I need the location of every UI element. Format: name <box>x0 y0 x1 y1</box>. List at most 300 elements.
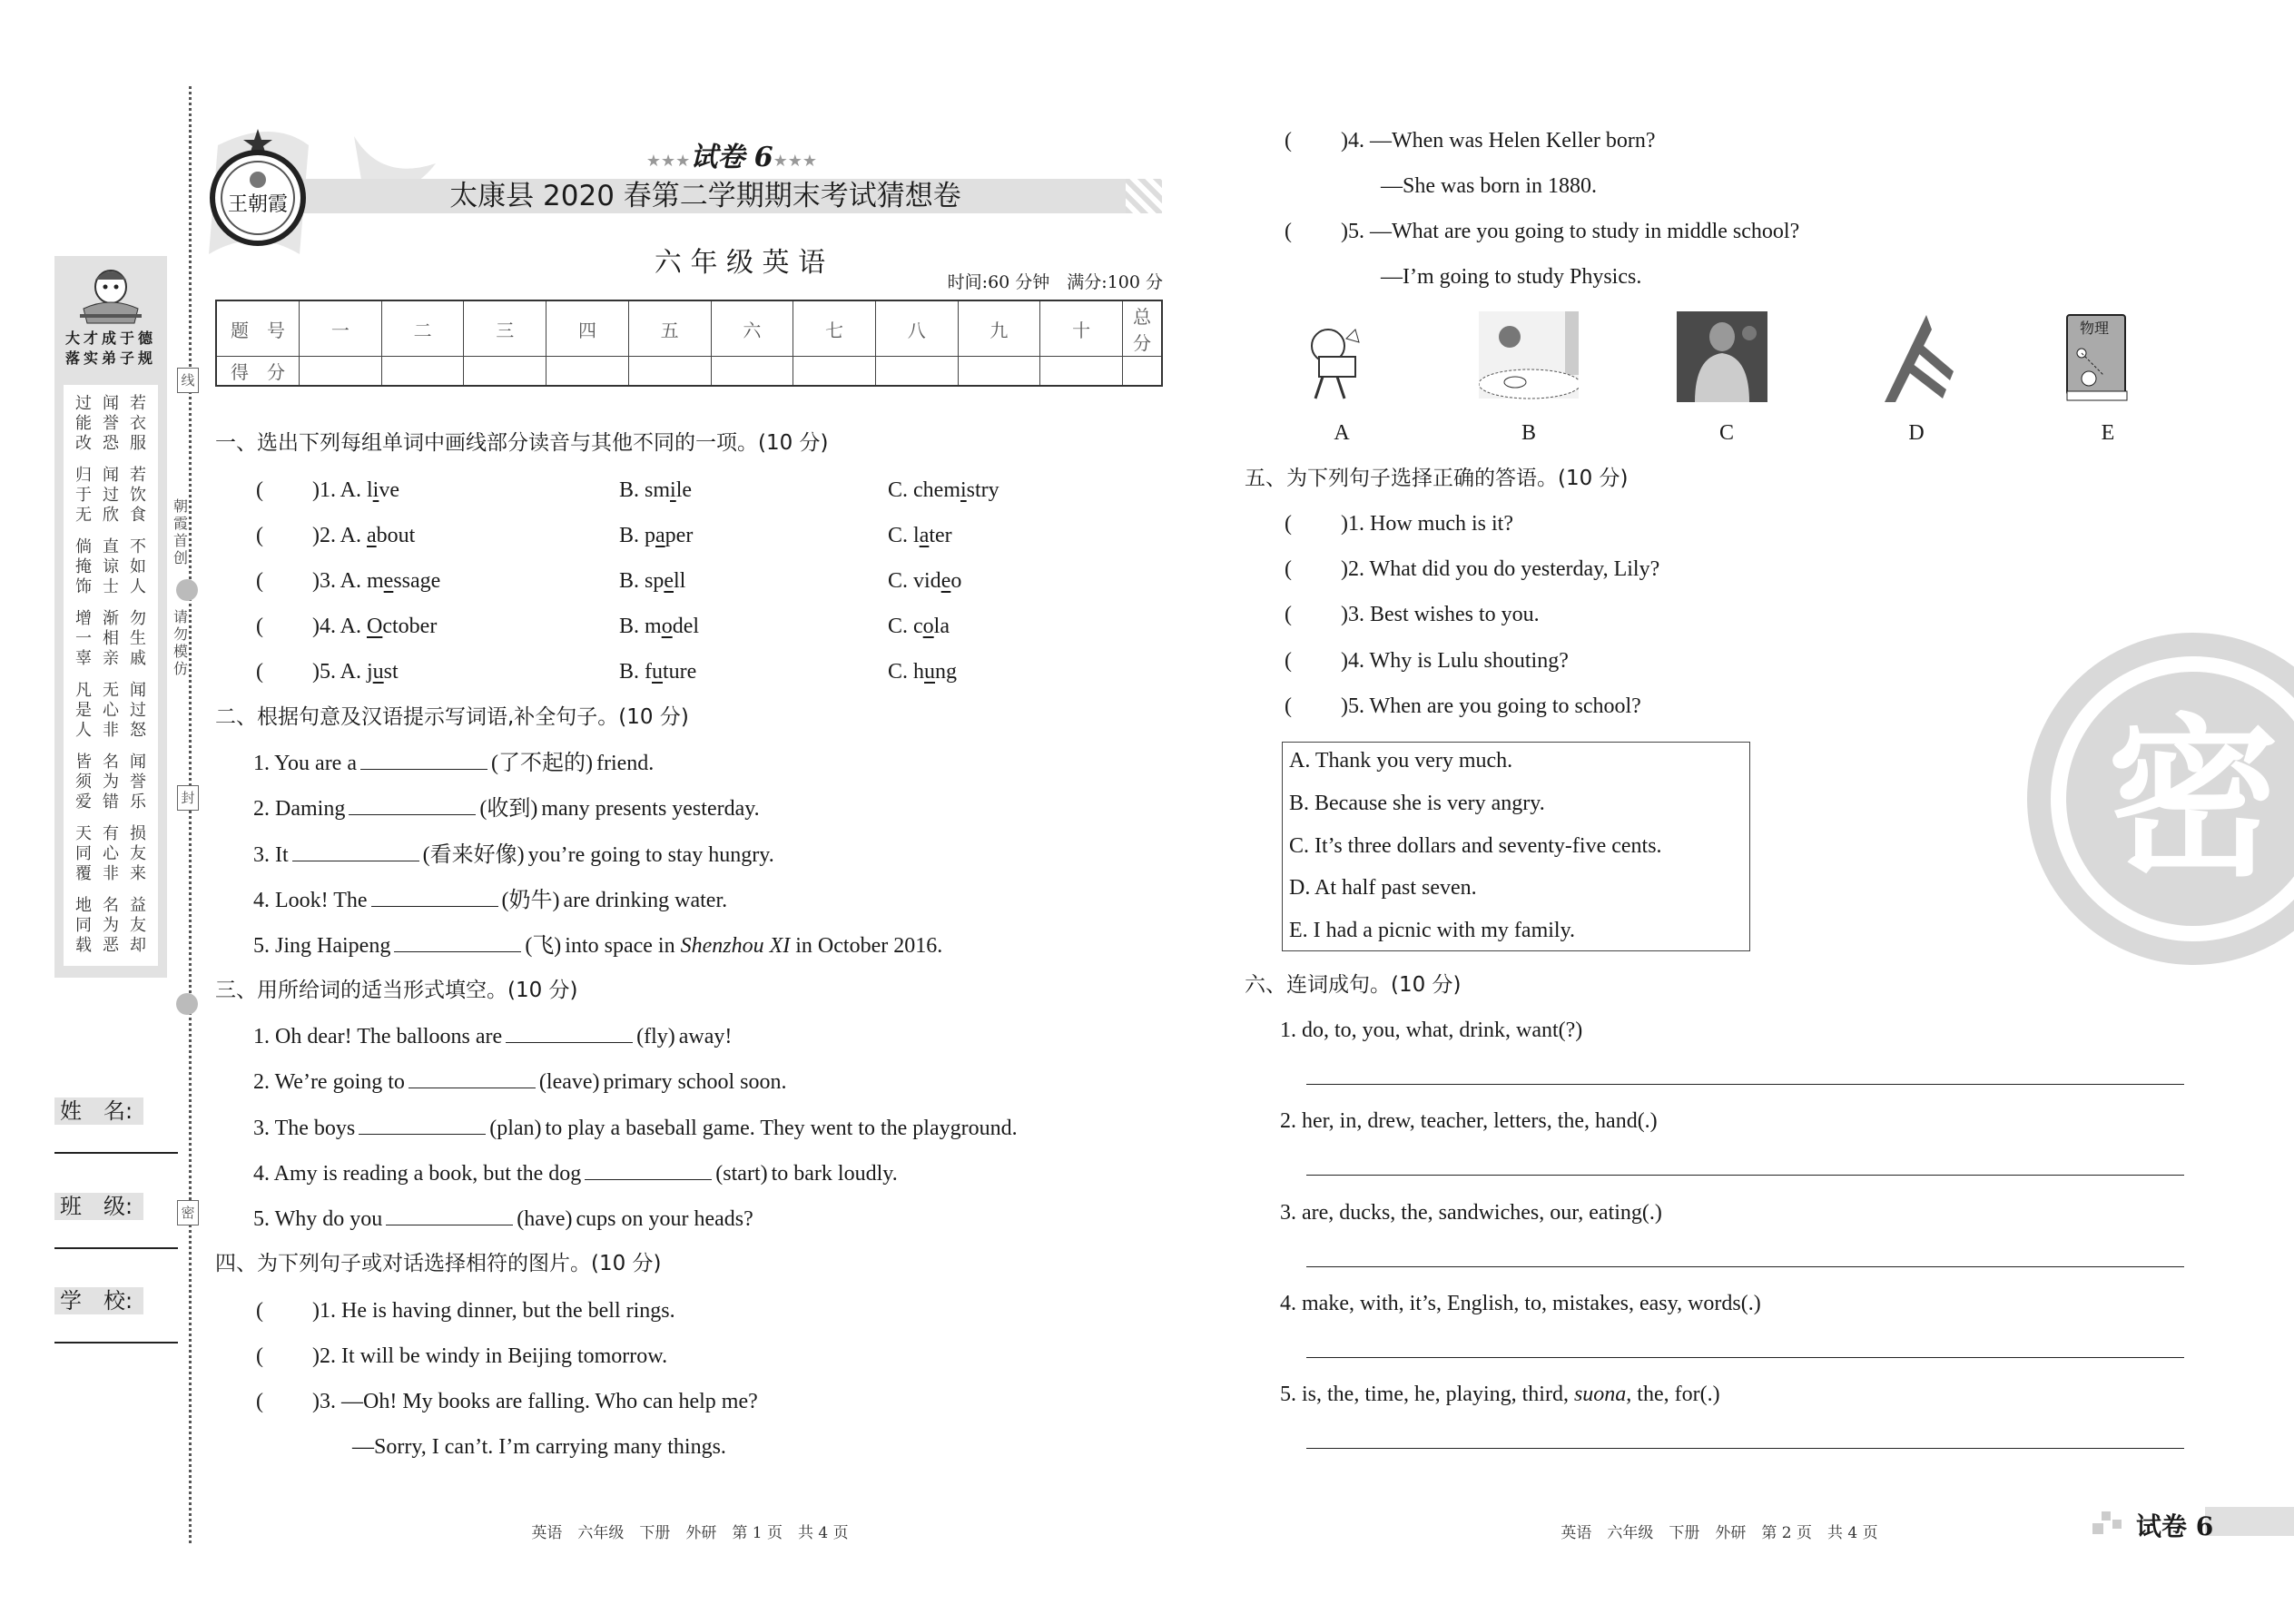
question-text: )2. What did you do yesterday, Lily? <box>1341 557 1660 582</box>
question-text: )1. He is having dinner, but the bell rings. <box>312 1299 675 1323</box>
option-c-word <box>913 569 961 593</box>
answer-option: E. I had a picnic with my family. <box>1289 919 1576 943</box>
score-cell[interactable] <box>711 357 793 387</box>
word-part: ter <box>929 524 952 547</box>
fill-blank-item <box>253 794 760 822</box>
score-header-cell: 八 <box>875 300 958 357</box>
option-prefix: B. <box>619 615 645 638</box>
student-field-input[interactable] <box>54 1342 178 1343</box>
option-prefix: C. <box>888 569 914 593</box>
answer-blank[interactable] <box>371 886 498 907</box>
option-c <box>888 522 952 549</box>
score-cell[interactable] <box>464 357 546 387</box>
underlined-letters: a <box>655 524 665 547</box>
fill-blank-item <box>253 749 654 777</box>
score-cell[interactable] <box>300 357 382 387</box>
hint: (leave) <box>538 1070 600 1095</box>
question-row <box>1285 127 1656 154</box>
score-header-cell: 九 <box>958 300 1040 357</box>
item-text: 3. The boys <box>253 1116 356 1140</box>
underlined-letters: i <box>670 478 676 502</box>
windy-symbol-icon <box>1866 311 1966 402</box>
word-part: bout <box>376 524 416 547</box>
question-row <box>256 658 399 685</box>
motto-line: 落实弟子规 <box>64 349 156 367</box>
answer-blank[interactable] <box>506 1022 633 1043</box>
poem-column: 闻过怒 <box>130 681 146 740</box>
hint: (收到) <box>479 797 538 822</box>
question-row <box>1285 601 1540 628</box>
word-part: o <box>950 569 962 593</box>
option-b <box>619 567 685 595</box>
picture-option-b <box>1479 311 1579 402</box>
word-part: del <box>672 615 700 638</box>
section5-heading: 五、为下列句子选择正确的答语。(10 分) <box>1245 467 1629 490</box>
reply-text: —She was born in 1880. <box>1381 174 1597 198</box>
poem-column: 凡是人 <box>75 681 92 740</box>
answer-blank[interactable] <box>349 794 476 815</box>
margin-label-feng: 封 <box>177 785 199 811</box>
score-cell[interactable] <box>793 357 876 387</box>
option-prefix: C. <box>888 660 914 684</box>
italic-text: Shenzhou XI <box>680 934 791 959</box>
answer-option: A. Thank you very much. <box>1289 749 1513 773</box>
score-cell[interactable] <box>628 357 711 387</box>
answer-option: B. Because she is very angry. <box>1289 791 1545 815</box>
word-part: st <box>383 660 399 684</box>
word-part: p <box>645 524 656 547</box>
poem-column: 名为恶 <box>103 896 119 955</box>
underlined-letters: i <box>960 478 967 502</box>
score-cell[interactable] <box>875 357 958 387</box>
scholar-cartoon-icon <box>74 263 147 327</box>
answer-options-box <box>1282 742 1750 951</box>
answer-bracket[interactable]: ( <box>1285 512 1292 536</box>
item-text: 1. do, to, you, what, drink, want(?) <box>1280 1019 1583 1042</box>
margin-label-xian: 线 <box>177 368 199 393</box>
section3-heading: 三、用所给词的适当形式填空。(10 分) <box>215 979 578 1002</box>
item-text: 3. It <box>253 842 289 867</box>
option-c <box>888 613 950 640</box>
option-prefix: C. <box>888 524 914 547</box>
section2-heading: 二、根据句意及汉语提示写词语,补全句子。(10 分) <box>215 705 689 729</box>
word-part: la <box>933 615 950 638</box>
hint: (plan) <box>489 1116 542 1140</box>
score-header-cell: 三 <box>464 300 546 357</box>
word-part: ture <box>663 660 697 684</box>
answer-option: C. It’s three dollars and seventy-five cents. <box>1289 833 1662 858</box>
underlined-letters: a <box>919 524 930 547</box>
underlined-letters: e <box>940 569 951 593</box>
margin-label-mi: 密 <box>177 1200 199 1225</box>
question-number: )5. A. <box>312 660 367 684</box>
fill-blank-item <box>253 841 774 869</box>
item-text: 4. Look! The <box>253 888 368 912</box>
subject-title: 六 年 级 英 语 <box>654 247 826 279</box>
item-text: 2. her, in, drew, teacher, letters, the, hand(.) <box>1280 1109 1658 1134</box>
hint: (了不起的) <box>491 752 593 775</box>
reply-text: —I’m going to study Physics. <box>1381 265 1642 289</box>
answer-blank[interactable] <box>360 749 487 770</box>
question-text: )2. It will be windy in Beijing tomorrow. <box>312 1344 668 1368</box>
brand-seal-icon <box>176 993 198 1015</box>
hint: (fly) <box>636 1025 675 1048</box>
underlined-letters: a <box>367 524 377 547</box>
option-c <box>888 658 957 685</box>
option-b-word <box>645 478 692 502</box>
hint: (start) <box>715 1161 768 1186</box>
hint: (飞) <box>525 934 562 959</box>
question-row <box>1285 218 1799 245</box>
brand-seal-icon <box>176 579 198 601</box>
option-prefix: B. <box>619 660 645 684</box>
answer-line[interactable] <box>1306 1084 2184 1085</box>
poem-column: 渐相亲 <box>103 609 119 668</box>
student-field-input[interactable] <box>54 1152 178 1154</box>
question-row <box>1285 647 1569 674</box>
answer-bracket[interactable]: ( <box>256 1299 263 1323</box>
answer-line[interactable] <box>1306 1175 2184 1176</box>
fill-blank-item <box>253 886 727 914</box>
poem-column: 若衣服 <box>130 394 146 453</box>
question-text: )3. Best wishes to you. <box>1341 603 1540 627</box>
word-part: sp <box>645 569 665 593</box>
question-text: )5. —What are you going to study in middle school? <box>1341 220 1800 243</box>
item-text: 2. We’re going to <box>253 1070 405 1095</box>
answer-blank[interactable] <box>394 931 521 952</box>
word-part: l <box>367 478 373 502</box>
picture-option-d <box>1866 311 1966 402</box>
underlined-letters: e <box>383 569 394 593</box>
answer-bracket[interactable]: ( <box>256 524 263 547</box>
answer-bracket[interactable]: ( <box>1285 694 1292 718</box>
watermark-text: 密 <box>2106 699 2280 900</box>
question-text: )3. —Oh! My books are falling. Who can help me? <box>312 1390 758 1413</box>
word-part: m <box>645 615 662 638</box>
score-header-cell: 五 <box>628 300 711 357</box>
item-text: , the, for(.) <box>1626 1383 1720 1407</box>
word-part: c <box>913 615 923 638</box>
poem-box <box>64 385 158 966</box>
question-number: )4. A. <box>312 615 367 638</box>
word-part: h <box>913 660 925 684</box>
word-part: j <box>367 660 373 684</box>
underlined-letters: O <box>367 615 383 638</box>
picture-label: E <box>2101 421 2115 445</box>
option-a <box>367 615 437 638</box>
word-order-item <box>1280 1199 1662 1226</box>
picture-label: D <box>1908 421 1925 445</box>
hint: (看来好像) <box>422 842 525 867</box>
poem-column: 闻誉恐 <box>103 394 119 453</box>
score-header-cell: 二 <box>381 300 464 357</box>
question-row <box>1285 693 1641 720</box>
answer-option: D. At half past seven. <box>1289 876 1477 901</box>
word-order-item <box>1280 1290 1761 1317</box>
fill-blank-item <box>253 931 942 960</box>
option-b <box>619 658 696 685</box>
poem-column: 皆须爱 <box>75 753 92 812</box>
answer-bracket[interactable]: ( <box>256 615 263 638</box>
question-row <box>256 613 437 640</box>
item-text: to play a baseball game. They went to the playground. <box>545 1116 1018 1140</box>
answer-bracket[interactable]: ( <box>256 569 263 593</box>
motto-panel <box>54 256 167 978</box>
option-b-word <box>645 524 693 547</box>
option-c-word <box>913 660 957 684</box>
score-row-label: 得 分 <box>216 357 300 387</box>
answer-bracket[interactable]: ( <box>256 1344 263 1368</box>
item-text: into space in <box>565 934 681 959</box>
section6-heading: 六、连词成句。(10 分) <box>1245 973 1462 997</box>
option-b <box>619 613 699 640</box>
underlined-letters: e <box>664 569 674 593</box>
poem-column: 直谅士 <box>103 537 119 596</box>
student-field-label: 姓 名: <box>54 1097 143 1125</box>
answer-line[interactable] <box>1306 1357 2184 1358</box>
answer-bracket[interactable]: ( <box>1285 557 1292 582</box>
student-field-label: 学 校: <box>54 1287 143 1314</box>
poem-column: 名为错 <box>103 753 119 812</box>
item-text: in October 2016. <box>790 934 943 959</box>
item-text: friend. <box>596 752 655 775</box>
hint: (奶牛) <box>501 888 560 912</box>
word-part: sm <box>645 478 671 502</box>
italic-text: suona <box>1573 1383 1627 1407</box>
question-row <box>256 1388 758 1415</box>
underlined-letters: u <box>372 660 384 684</box>
time-info: 时间:60 分钟 满分:100 分 <box>947 272 1163 292</box>
hint: (have) <box>517 1207 573 1232</box>
poem-column: 不如人 <box>130 537 146 596</box>
poem-column: 益友却 <box>130 896 146 955</box>
answer-blank[interactable] <box>292 841 419 861</box>
footer-right: 英语 六年级 下册 外研 第 2 页 共 4 页 <box>1561 1524 1878 1542</box>
question-number: )2. A. <box>312 524 367 547</box>
answer-bracket[interactable]: ( <box>1285 648 1292 673</box>
option-a <box>367 569 440 593</box>
question-row <box>256 1297 675 1324</box>
score-header-cell: 七 <box>793 300 876 357</box>
option-c <box>888 477 999 504</box>
item-text: 3. are, ducks, the, sandwiches, our, eating(.) <box>1280 1200 1662 1225</box>
fill-blank-item <box>253 1205 753 1233</box>
margin-label-brand: 朝霞首创 <box>172 497 188 566</box>
item-text: 1. You are a <box>253 752 357 775</box>
question-text: )1. How much is it? <box>1341 512 1513 536</box>
question-text: )4. —When was Helen Keller born? <box>1341 129 1656 153</box>
word-part: ve <box>379 478 399 502</box>
score-header-cell: 题 号 <box>216 300 300 357</box>
word-part: le <box>675 478 693 502</box>
item-text: 5. Jing Haipeng <box>253 934 391 959</box>
item-text: are drinking water. <box>563 888 728 912</box>
item-text: cups on your heads? <box>576 1207 753 1232</box>
poem-column: 闻过欣 <box>103 466 119 525</box>
option-a <box>367 660 399 684</box>
paper-badge-label: 试卷 6 <box>2136 1511 2214 1541</box>
fill-blank-item <box>253 1022 732 1050</box>
answer-bracket[interactable]: ( <box>1285 129 1292 153</box>
footer-left: 英语 六年级 下册 外研 第 1 页 共 4 页 <box>531 1524 849 1542</box>
answer-blank[interactable] <box>409 1068 536 1088</box>
underlined-letters: u <box>924 660 936 684</box>
item-text: 4. Amy is reading a book, but the dog <box>253 1161 582 1186</box>
picture-option-a <box>1292 311 1392 402</box>
item-text: many presents yesterday. <box>541 797 760 822</box>
picture-label: C <box>1718 421 1734 445</box>
option-prefix: B. <box>619 478 645 502</box>
option-prefix: C. <box>888 615 914 638</box>
poem-column: 若饮食 <box>130 466 146 525</box>
student-field-input[interactable] <box>54 1247 178 1249</box>
item-text: 1. Oh dear! The balloons are <box>253 1025 503 1048</box>
stars-right-icon: ★★★ <box>773 152 818 170</box>
option-b <box>619 477 692 504</box>
underlined-letters: o <box>661 615 673 638</box>
fill-blank-item <box>253 1068 787 1096</box>
helen-keller-photo-icon <box>1677 311 1777 402</box>
word-order-item <box>1280 1381 1720 1408</box>
score-header-cell: 总 分 <box>1122 300 1162 357</box>
underlined-letters: o <box>922 615 934 638</box>
word-part: ll <box>674 569 686 593</box>
item-text: 4. make, with, it’s, English, to, mistakes, easy, words(.) <box>1280 1291 1761 1315</box>
answer-bracket[interactable]: ( <box>256 478 263 502</box>
section4-heading: 四、为下列句子或对话选择相符的图片。(10 分) <box>215 1252 662 1275</box>
picture-label: A <box>1334 421 1350 445</box>
score-cell[interactable] <box>381 357 464 387</box>
question-row <box>1285 510 1513 537</box>
word-part: per <box>665 524 694 547</box>
score-header-cell: 一 <box>300 300 382 357</box>
option-a <box>367 478 399 502</box>
poem-column: 归于无 <box>75 466 92 525</box>
score-header-cell: 六 <box>711 300 793 357</box>
poem-column: 地同载 <box>75 896 92 955</box>
question-text: )5. When are you going to school? <box>1341 694 1641 718</box>
underlined-letters: u <box>652 660 664 684</box>
word-part: m <box>367 569 384 593</box>
logo-text: 王朝霞 <box>227 193 289 216</box>
option-c-word <box>913 478 999 502</box>
option-c-word <box>913 615 950 638</box>
poem-column: 闻誉乐 <box>130 753 146 812</box>
underlined-letters: i <box>372 478 379 502</box>
option-b-word <box>645 569 685 593</box>
question-number: )1. A. <box>312 478 367 502</box>
picture-option-e <box>2058 311 2158 402</box>
word-order-item <box>1280 1017 1582 1044</box>
option-a <box>367 524 415 547</box>
score-cell[interactable] <box>958 357 1040 387</box>
margin-label-warn: 请勿模仿 <box>172 608 188 677</box>
poem-column: 天同覆 <box>75 824 92 883</box>
option-prefix: B. <box>619 524 645 547</box>
poem-column: 无心非 <box>103 681 119 740</box>
boy-carrying-books-icon <box>1292 311 1392 402</box>
paper-label-text: 试卷 6 <box>690 142 773 173</box>
book-title: 物理 <box>2080 320 2110 337</box>
paper-badge <box>2092 1507 2294 1541</box>
student-field-label: 班 级: <box>54 1193 143 1220</box>
word-part: ng <box>935 660 958 684</box>
exam-title: 太康县 2020 春第二学期期末考试猜想卷 <box>449 180 961 212</box>
word-part: ssage <box>393 569 441 593</box>
option-c <box>888 567 961 595</box>
poem-column: 有心非 <box>103 824 119 883</box>
question-number: )3. A. <box>312 569 367 593</box>
answer-bracket[interactable]: ( <box>256 1390 263 1413</box>
reply-text: —Sorry, I can’t. I’m carrying many things. <box>352 1435 726 1459</box>
item-text: 5. Why do you <box>253 1207 383 1232</box>
paper-label <box>635 134 828 174</box>
word-part: l <box>913 524 920 547</box>
option-prefix: B. <box>619 569 645 593</box>
poem-column: 过能改 <box>75 394 92 453</box>
question-row <box>256 522 415 549</box>
picture-option-c <box>1677 311 1777 402</box>
fill-blank-item <box>253 1159 898 1187</box>
word-part: ctober <box>382 615 438 638</box>
answer-bracket[interactable]: ( <box>1285 220 1292 243</box>
section1-heading: 一、选出下列每组单词中画线部分读音与其他不同的一项。(10 分) <box>215 431 829 455</box>
option-b-word <box>645 615 699 638</box>
question-row <box>256 1343 667 1370</box>
score-header-cell: 十 <box>1040 300 1123 357</box>
question-text: )4. Why is Lulu shouting? <box>1341 648 1569 673</box>
motto-line: 大才成于德 <box>64 330 156 347</box>
option-b <box>619 522 693 549</box>
question-row <box>1285 556 1659 583</box>
word-part: stry <box>966 478 999 502</box>
answer-blank[interactable] <box>585 1159 712 1180</box>
item-text: 2. Daming <box>253 797 346 822</box>
poem-column: 增一辜 <box>75 609 92 668</box>
word-order-item <box>1280 1107 1658 1135</box>
score-cell[interactable] <box>546 357 629 387</box>
score-cell[interactable] <box>1122 357 1162 387</box>
stars-left-icon: ★★★ <box>645 152 691 170</box>
item-text: primary school soon. <box>603 1070 787 1095</box>
answer-blank[interactable] <box>386 1205 513 1225</box>
item-text: to bark loudly. <box>771 1161 898 1186</box>
option-prefix: C. <box>888 478 914 502</box>
question-row <box>256 567 440 595</box>
option-b-word <box>645 660 696 684</box>
item-text: 5. is, the, time, he, playing, third, <box>1280 1383 1574 1407</box>
picture-label: B <box>1521 421 1536 445</box>
answer-line[interactable] <box>1306 1266 2184 1267</box>
word-part: f <box>645 660 653 684</box>
answer-blank[interactable] <box>359 1114 486 1135</box>
fill-blank-item <box>253 1114 1018 1142</box>
item-text: away! <box>678 1025 733 1048</box>
poem-column: 损友来 <box>130 824 146 883</box>
score-cell[interactable] <box>1040 357 1123 387</box>
word-part: chem <box>913 478 960 502</box>
answer-bracket[interactable]: ( <box>1285 603 1292 627</box>
score-table <box>215 300 1169 387</box>
boy-dinner-doorbell-icon <box>1479 311 1579 402</box>
watermark-seal <box>2026 632 2294 968</box>
score-header-cell: 四 <box>546 300 629 357</box>
question-row <box>256 477 399 504</box>
poem-column: 倘掩饰 <box>75 537 92 596</box>
answer-line[interactable] <box>1306 1448 2184 1449</box>
answer-bracket[interactable]: ( <box>256 660 263 684</box>
binding-dotted-line <box>189 86 192 1543</box>
